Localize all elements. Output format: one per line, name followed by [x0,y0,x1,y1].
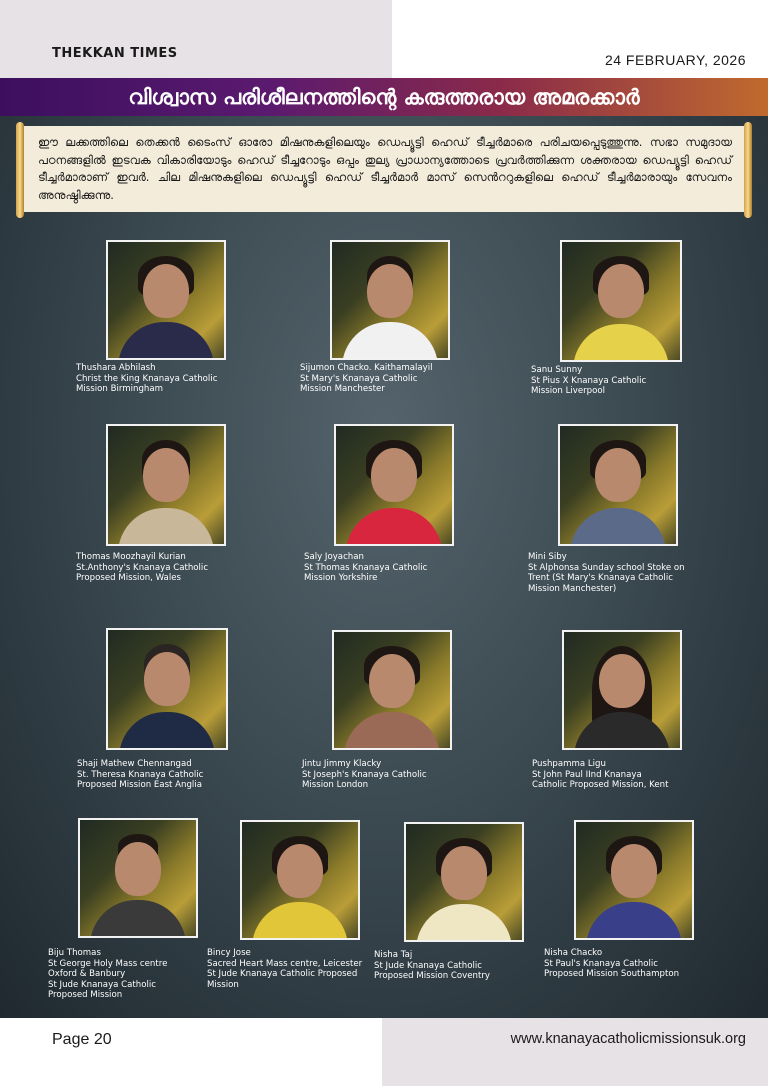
person-caption [76,363,256,395]
person-mission: St Jude Knanaya Catholic [374,960,482,971]
portrait-photo [106,240,226,360]
person-caption [302,759,482,791]
portrait-photo [562,630,682,750]
person-caption [531,365,711,397]
person-caption [77,759,257,791]
intro-scroll [22,126,746,212]
person-mission: St Joseph's Knanaya Catholic [302,769,427,780]
person-mission: St Pius X Knanaya Catholic [531,375,647,386]
person-mission: Mission Liverpool [531,386,606,396]
person-mission: St John Paul IInd Knanaya [532,769,642,780]
person-name: Saly Joyachan [304,552,364,562]
person-mission: St Jude Knanaya Catholic [48,979,156,990]
person-name: Nisha Chacko [544,948,603,958]
person-name: Thushara Abhilash [76,363,156,373]
footer-left-band [0,1018,382,1086]
person-mission: Trent (St Mary's Knanaya Catholic [528,573,673,583]
portrait-photo [334,424,454,546]
person-caption [528,552,708,594]
person-caption [304,552,484,584]
person-name: Mini Siby [528,552,567,562]
person-name: Pushpamma Ligu [532,759,606,769]
person-name: Bincy Jose [207,948,251,958]
page-number: Page 20 [52,1031,112,1048]
person-mission: Oxford & Banbury [48,969,126,979]
person-mission: St Thomas Knanaya Catholic [304,562,428,573]
person-caption [374,950,554,982]
portrait-photo [560,240,682,362]
person-mission: Proposed Mission Southampton [544,969,680,979]
portrait-photo [78,818,198,938]
person-mission: St. Theresa Knanaya Catholic [77,769,204,780]
person-caption [48,948,228,1001]
person-mission: Mission Yorkshire [304,573,378,583]
person-mission: Mission London [302,780,369,790]
scroll-rod-left [16,122,24,218]
person-caption [532,759,712,791]
portrait-photo [106,628,228,750]
footer-right-band [382,1018,768,1086]
portrait-photo [574,820,694,940]
portrait-photo [332,630,452,750]
person-mission: Proposed Mission [48,990,123,1000]
person-name: Sanu Sunny [531,365,583,375]
header-left-band [0,0,392,78]
person-mission: St George Holy Mass centre [48,958,168,969]
website-link[interactable]: www.knanayacatholicmissionsuk.org [510,1031,746,1047]
portrait-photo [558,424,678,546]
main-panel [0,116,768,1018]
person-name: Sijumon Chacko. Kaithamalayil [300,363,433,373]
issue-date: 24 FEBRUARY, 2026 [604,52,746,68]
publication-name: THEKKAN TIMES [52,46,178,61]
scroll-rod-right [744,122,752,218]
person-caption [207,948,393,990]
person-name: Jintu Jimmy Klacky [302,759,382,769]
portrait-photo [404,822,524,942]
person-name: Shaji Mathew Chennangad [77,759,192,769]
person-mission: Mission Manchester) [528,583,617,594]
person-name: Thomas Moozhayil Kurian [76,552,186,562]
portrait-photo [330,240,450,360]
person-mission: Christ the King Knanaya Catholic [76,373,218,384]
person-caption [76,552,256,584]
person-mission: Proposed Mission East Anglia [77,780,202,790]
page-title: വിശ്വാസ പരിശീലനത്തിന്റെ കരുത്തരായ അമരക്കാർ [128,84,640,109]
person-caption [300,363,480,395]
person-mission: St Mary's Knanaya Catholic [300,373,418,384]
person-name: Nisha Taj [374,950,413,960]
person-mission: Mission Manchester [300,384,385,394]
portrait-photo [240,820,360,940]
intro-text: ഈ ലക്കത്തിലെ തെക്കൻ ടൈംസ് ഓരോ മിഷനുകളിലെയും ഡെപ്യൂട്ടി ഹെഡ് ടീച്ചർമാരെ പരിചയപ്പെടുത്തുന്നു. സഭാ സമുദായ പഠനങ്ങളിൽ ഇടവക വികാരിയോടും ഹെഡ് ടീച്ചറോടും ഒപ്പം തുല്യ പ്രാധാന്യത്തോടെ പ്രവർത്തിക്കുന്ന ശക്തരായ ഡെപ്യൂട്ടി ഹെഡ് ടീച്ചർമാരാണ് ഇവർ. ചില മിഷനുകളിലെ ഡെപ്യൂട്ടി ഹെഡ് ടീച്ചർമാർ മാസ് സെൻററുകളിലെ ഹെഡ് ടീച്ചർമാരായും സേവനം അനുഷ്ഠിക്കുന്നു. [38,135,732,202]
person-name: Biju Thomas [48,948,101,958]
person-mission: St Alphonsa Sunday school Stoke on [528,562,685,573]
person-mission: St Jude Knanaya Catholic Proposed [207,969,358,979]
person-mission: St Paul's Knanaya Catholic [544,958,659,969]
person-mission: St.Anthony's Knanaya Catholic [76,562,209,573]
person-mission: Mission [207,979,239,990]
title-banner [0,78,768,116]
person-caption [544,948,724,980]
person-mission: Mission Birmingham [76,384,163,394]
person-mission: Sacred Heart Mass centre, Leicester [207,958,363,969]
portrait-photo [106,424,226,546]
person-mission: Proposed Mission Coventry [374,971,490,981]
person-mission: Catholic Proposed Mission, Kent [532,780,669,790]
person-mission: Proposed Mission, Wales [76,573,181,583]
